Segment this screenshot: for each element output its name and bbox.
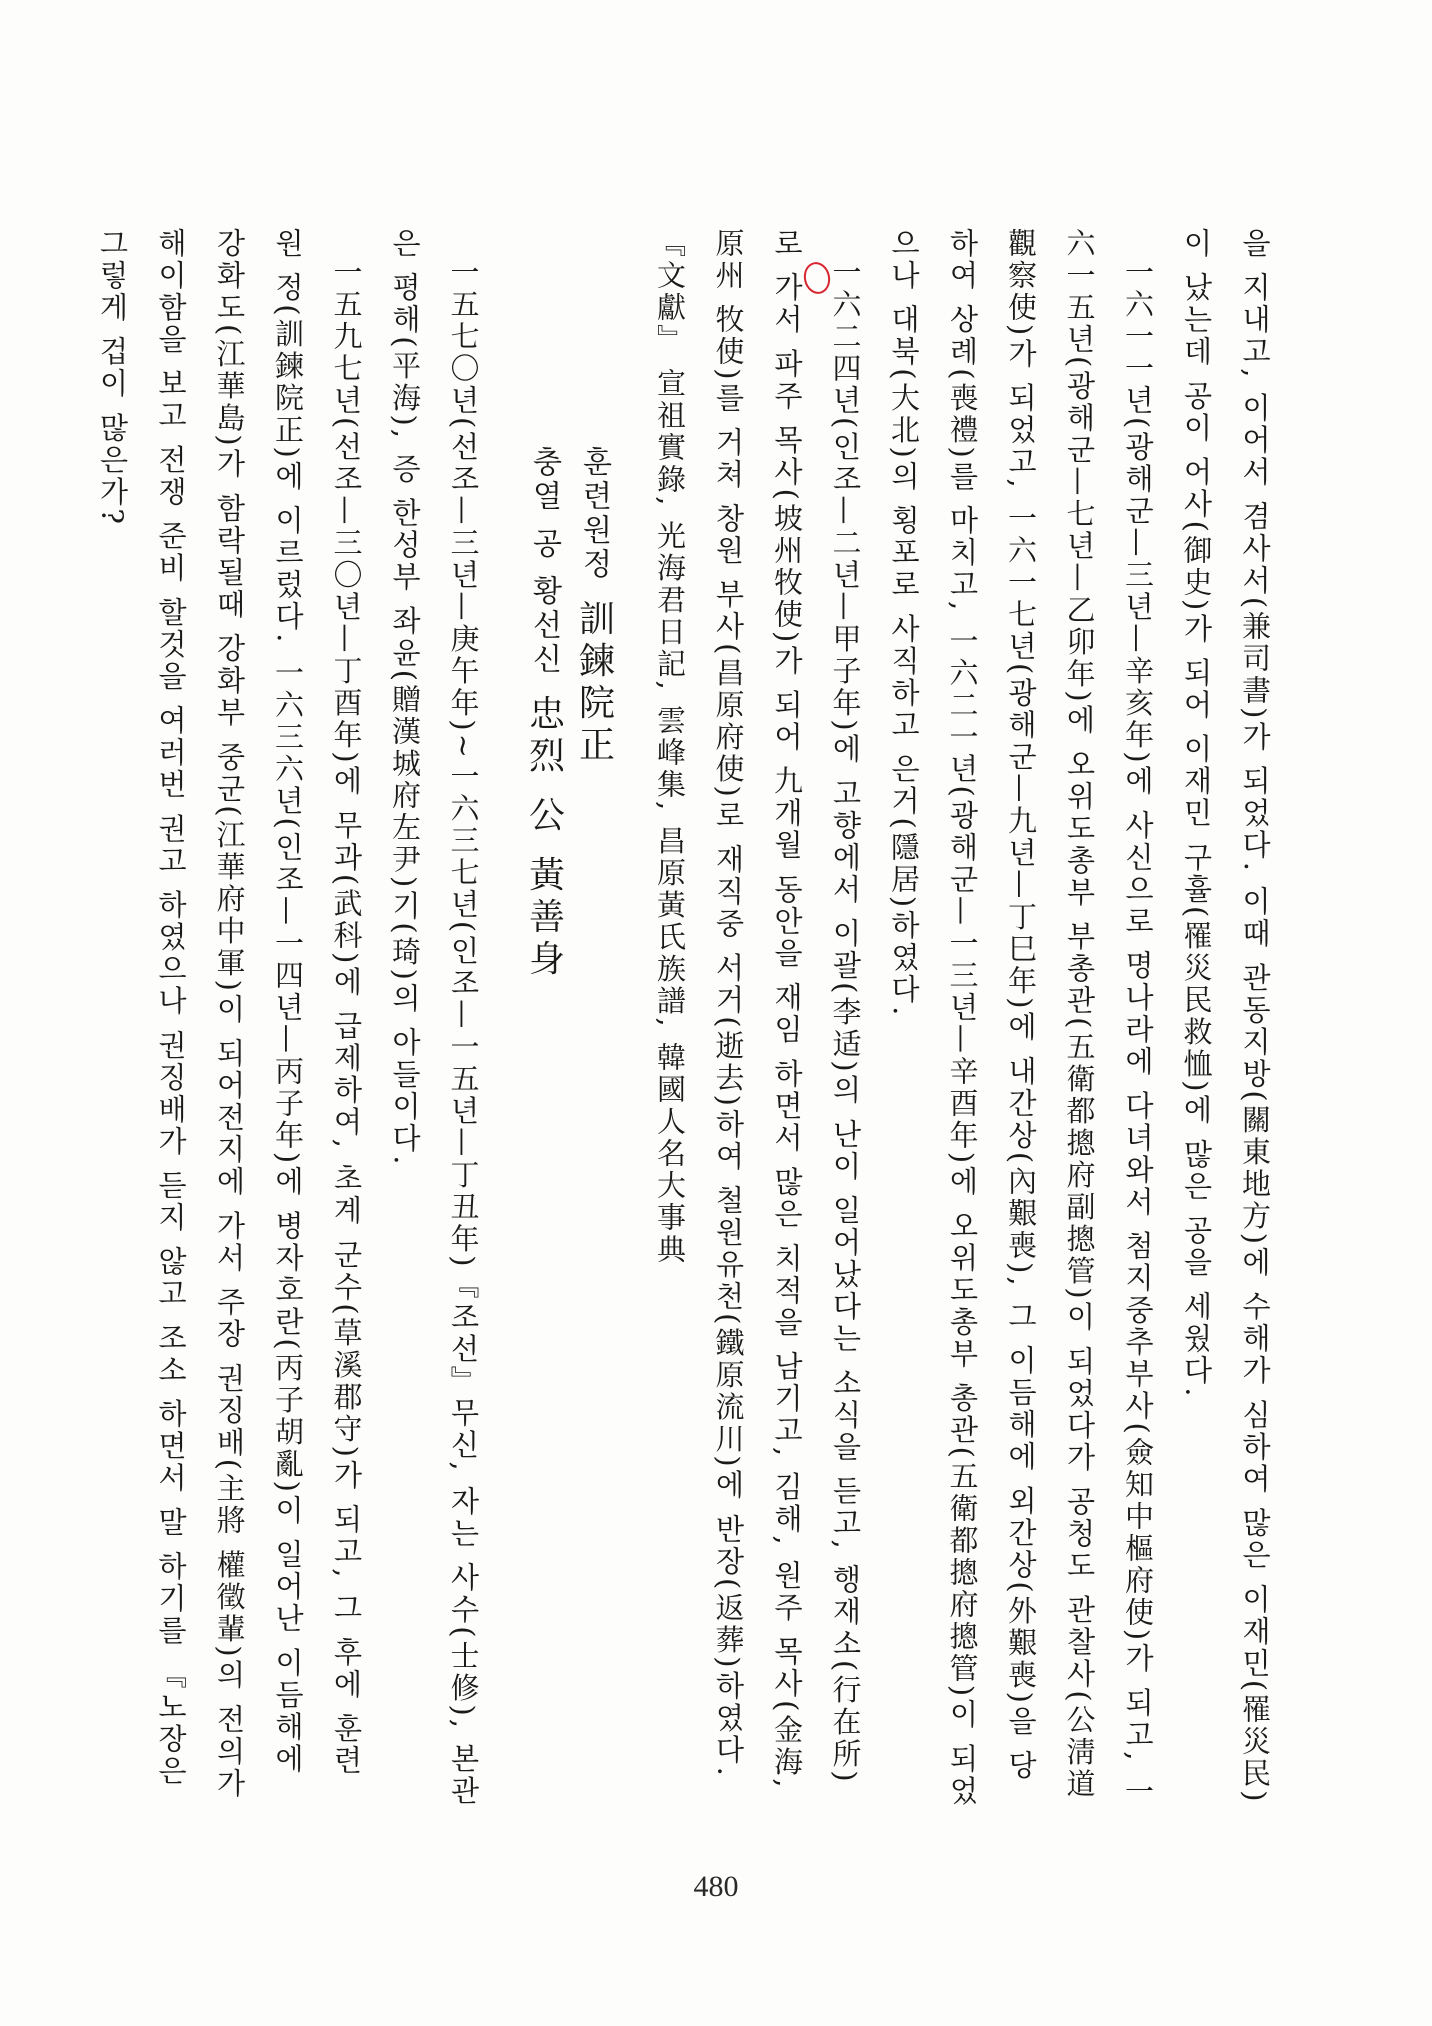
paragraph-continuation: 을 지내고, 이어서 겸사서(兼司書)가 되었다. 이때 관동지방(關東地方)에 수해가 심하여 많은 이재민(罹災民)이 났는데 공이 어사(御史)가 되어 이재민 구휼(罹災民救恤)에 많은 공을 세웠다. bbox=[1179, 228, 1272, 1805]
paragraph-career-1624: 一六二四년(인조—二년—甲子年)에 고향에서 이괄(李适)의 난이 일어났다는 소식을 듣고, 행재소(行在所)로 가서 파주 목사(坡州牧使)가 되어 九개월 동안을 재임 하면서 많은 치적을 남기고, 김해, 원주 목사(金海, 原州 牧使)를 거쳐 창원 부사(昌原府使)로 재직중 서거(逝去)하여 철원유천(鐵原流川)에 반장(返葬)하였다. bbox=[711, 228, 863, 1791]
paragraph-biography-intro: 一五七〇년(선조—三년—庚午年)~一六三七년(인조—一五년—丁丑年)『조선』무신, 자는 사수(士修), 본관은 평해(平海), 증 한성부 좌윤(贈漢城府左尹)기(琦)의 아들이다. bbox=[388, 228, 481, 1808]
title-line-1 bbox=[569, 446, 619, 1808]
title-line-1-hanja: 訓鍊院正 bbox=[573, 599, 615, 768]
title-line-1-hangul: 훈련원정 bbox=[576, 446, 612, 582]
page-number: 480 bbox=[693, 1870, 739, 1903]
paragraph-career-1611: 一六一一년(광해군—三년—辛亥年)에 사신으로 명나라에 다녀와서 첨지중추부사(僉知中樞府使)가 되고, 一六一五년(광해군—七년—乙卯年)에 오위도총부 부총관(五衛都摠府副摠管)이 되었다가 공청도 관찰사(公淸道觀察使)가 되었고, 一六一七년(광해군—九년—丁巳年)에 내간상(內艱喪), 그 이듬해에 외간상(外艱喪)을 당하여 상례(喪禮)를 마치고, 一六二一년(광해군—一三년—辛酉年)에 오위도총부 총관(五衛都摠府摠管)이 되었으나 대북(大北)의 횡포로 사직하고 은거(隱居)하였다. bbox=[887, 228, 1155, 1808]
paragraph-biography-career: 一五九七년(선조—三〇년—丁酉年)에 무과(武科)에 급제하여, 초계 군수(草溪郡守)가 되고, 그 후에 훈련원 정(訓鍊院正)에 이르렀다. 一六三六년(인조—一四년—丙子年)에 병자호란(丙子胡亂)이 일어난 이듬해에 강화도(江華島)가 함락될때 강화부 중군(江華府中軍)이 되어전지에 가서 주장 권징배(主將 權徵輩)의 전의가 해이함을 보고 전쟁 준비 할것을 여러번 권고 하였으나 권징배가 듣지 않고 조소 하면서 말 하기를 『노장은 그렇게 겁이 많은가? bbox=[95, 228, 364, 1800]
vertical-text-body bbox=[95, 228, 1284, 1808]
title-line-2-hangul: 충열 공 황선신 bbox=[526, 446, 562, 678]
title-line-2 bbox=[519, 446, 569, 1808]
references-line: 『文獻』 宣祖實錄, 光海君日記, 雲峰集, 昌原黃氏族譜, 韓國人名大事典 bbox=[653, 228, 687, 1266]
section-title bbox=[519, 228, 619, 1808]
title-line-2-hanja: 忠烈 公 黃善身 bbox=[523, 694, 565, 982]
